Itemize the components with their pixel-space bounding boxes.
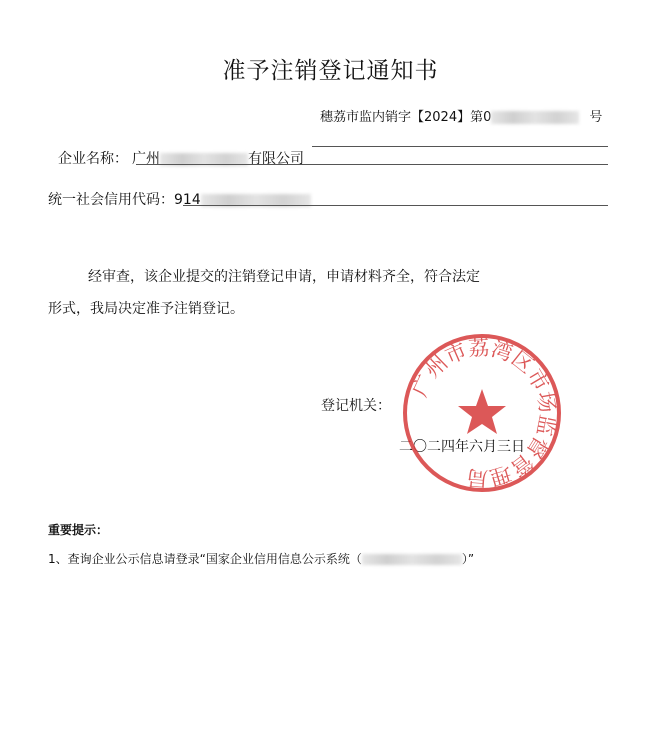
notice-title: 重要提示： (48, 523, 109, 537)
registration-authority-label: 登记机关： (321, 398, 391, 414)
document-number-underline (312, 124, 608, 147)
seal-text: 广州市荔湾区市场监督管理局 (407, 335, 560, 491)
approval-statement (48, 261, 528, 325)
credit-code-label: 统一社会信用代码： (48, 192, 174, 208)
statement-line-2: 形式，我局决定准予注销登记。 (48, 301, 244, 317)
document-number-suffix: 号 (589, 110, 603, 125)
company-name-end: 有限公司 (248, 151, 304, 167)
notice-item-1 (48, 550, 474, 567)
statement-line-1: 经审查，该企业提交的注销登记申请，申请材料齐全，符合法定 (88, 269, 480, 285)
company-name-label: 企业名称： (58, 151, 128, 167)
notice-item-1-end: ）” (461, 552, 475, 566)
notice-item-1-start: 1、查询企业公示信息请登录“国家企业信用信息公示系统（ (48, 552, 362, 566)
redacted-number (491, 111, 579, 124)
redacted-url (362, 554, 462, 565)
company-name-underline (136, 164, 608, 165)
document-number-prefix: 穗荔市监内销字【2024】第0 (320, 110, 492, 125)
document-number (320, 106, 602, 125)
credit-code-start: 914 (174, 192, 201, 208)
seal-star-icon (458, 389, 506, 434)
issue-date: 二〇二四年六月三日 (399, 439, 525, 455)
company-name-start: 广州 (132, 151, 160, 167)
company-name-field (58, 148, 304, 168)
credit-code-underline (183, 205, 608, 206)
official-seal (402, 333, 562, 493)
credit-code-field (48, 189, 311, 209)
document-title: 准予注销登记通知书 (222, 58, 439, 84)
